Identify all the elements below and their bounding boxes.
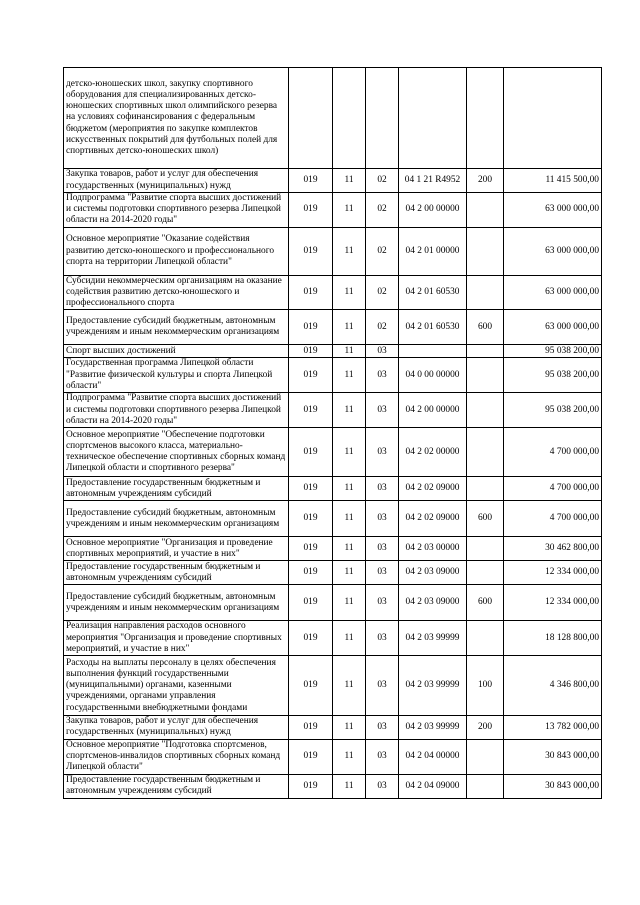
row-name-cell: Подпрограмма "Развитие спорта высших достижений и системы подготовки спортивного резерва Липецкой области на 2014-2020 годы" xyxy=(64,393,289,428)
row-rz-cell: 11 xyxy=(333,193,366,228)
row-pr-cell: 03 xyxy=(366,393,399,428)
row-name-cell: Предоставление субсидий бюджетным, автономным учреждениям и иным некоммерческим организациям xyxy=(64,585,289,621)
row-rz-cell: 11 xyxy=(333,739,366,774)
row-csr-cell xyxy=(399,68,467,169)
row-sum-cell: 18 128 800,00 xyxy=(504,621,602,656)
row-csr-cell: 04 0 00 00000 xyxy=(399,358,467,393)
row-name-cell: Предоставление государственным бюджетным и автономным учреждениям субсидий xyxy=(64,561,289,585)
row-vr-cell xyxy=(467,621,504,656)
row-ved-cell: 019 xyxy=(289,537,333,561)
row-sum-cell: 30 843 000,00 xyxy=(504,739,602,774)
row-rz-cell: 11 xyxy=(333,428,366,477)
row-ved-cell: 019 xyxy=(289,227,333,275)
row-sum-cell: 4 700 000,00 xyxy=(504,428,602,477)
row-vr-cell xyxy=(467,774,504,798)
row-rz-cell: 11 xyxy=(333,621,366,656)
row-ved-cell: 019 xyxy=(289,169,333,193)
row-sum-cell: 4 700 000,00 xyxy=(504,477,602,501)
row-name-cell: Предоставление государственным бюджетным и автономным учреждениям субсидий xyxy=(64,774,289,798)
row-pr-cell: 02 xyxy=(366,310,399,345)
row-ved-cell: 019 xyxy=(289,428,333,477)
row-name-cell: Реализация направления расходов основного мероприятия "Организация и проведение спортивных мероприятий, и участие в них" xyxy=(64,621,289,656)
table-row xyxy=(64,477,602,501)
row-vr-cell xyxy=(467,227,504,275)
row-pr-cell: 03 xyxy=(366,537,399,561)
budget-table-body xyxy=(64,68,602,799)
row-sum-cell: 4 700 000,00 xyxy=(504,501,602,537)
row-pr-cell: 02 xyxy=(366,275,399,310)
row-sum-cell: 63 000 000,00 xyxy=(504,310,602,345)
row-vr-cell xyxy=(467,561,504,585)
row-name-cell: Субсидии некоммерческим организациям на оказание содействия развитию детско-юношеского и профессионального спорта xyxy=(64,275,289,310)
row-rz-cell: 11 xyxy=(333,477,366,501)
row-ved-cell xyxy=(289,68,333,169)
row-csr-cell: 04 2 03 09000 xyxy=(399,585,467,621)
row-ved-cell: 019 xyxy=(289,656,333,716)
row-vr-cell: 200 xyxy=(467,169,504,193)
row-ved-cell: 019 xyxy=(289,561,333,585)
row-rz-cell: 11 xyxy=(333,501,366,537)
row-pr-cell: 03 xyxy=(366,656,399,716)
row-sum-cell: 30 843 000,00 xyxy=(504,774,602,798)
row-name-cell: Спорт высших достижений xyxy=(64,345,289,358)
row-ved-cell: 019 xyxy=(289,193,333,228)
row-name-cell: Государственная программа Липецкой области "Развитие физической культуры и спорта Липецкой области" xyxy=(64,358,289,393)
table-row xyxy=(64,193,602,228)
table-row xyxy=(64,275,602,310)
row-ved-cell: 019 xyxy=(289,621,333,656)
row-rz-cell: 11 xyxy=(333,169,366,193)
row-vr-cell xyxy=(467,477,504,501)
row-csr-cell: 04 2 00 00000 xyxy=(399,393,467,428)
row-pr-cell: 03 xyxy=(366,428,399,477)
table-row xyxy=(64,310,602,345)
row-pr-cell: 02 xyxy=(366,193,399,228)
row-csr-cell: 04 2 03 99999 xyxy=(399,716,467,739)
row-vr-cell xyxy=(467,428,504,477)
table-row xyxy=(64,358,602,393)
table-row xyxy=(64,537,602,561)
row-sum-cell: 12 334 000,00 xyxy=(504,561,602,585)
row-rz-cell: 11 xyxy=(333,716,366,739)
table-row xyxy=(64,428,602,477)
row-csr-cell: 04 2 03 09000 xyxy=(399,561,467,585)
row-pr-cell: 03 xyxy=(366,501,399,537)
table-row xyxy=(64,393,602,428)
row-rz-cell: 11 xyxy=(333,358,366,393)
row-pr-cell: 03 xyxy=(366,621,399,656)
row-vr-cell xyxy=(467,358,504,393)
row-csr-cell: 04 1 21 R4952 xyxy=(399,169,467,193)
row-pr-cell: 03 xyxy=(366,585,399,621)
row-name-cell: Основное мероприятие "Подготовка спортсменов, спортсменов-инвалидов спортивных сборных команд Липецкой области" xyxy=(64,739,289,774)
row-csr-cell: 04 2 01 60530 xyxy=(399,275,467,310)
row-pr-cell: 03 xyxy=(366,345,399,358)
table-row xyxy=(64,774,602,798)
table-row xyxy=(64,227,602,275)
row-name-cell: Предоставление государственным бюджетным и автономным учреждениям субсидий xyxy=(64,477,289,501)
table-row xyxy=(64,656,602,716)
row-pr-cell: 03 xyxy=(366,739,399,774)
row-sum-cell: 63 000 000,00 xyxy=(504,193,602,228)
table-row xyxy=(64,345,602,358)
row-sum-cell: 95 038 200,00 xyxy=(504,345,602,358)
row-rz-cell: 11 xyxy=(333,275,366,310)
row-ved-cell: 019 xyxy=(289,739,333,774)
row-name-cell: Предоставление субсидий бюджетным, автономным учреждениям и иным некоммерческим организациям xyxy=(64,310,289,345)
row-csr-cell: 04 2 03 00000 xyxy=(399,537,467,561)
row-rz-cell: 11 xyxy=(333,561,366,585)
row-csr-cell: 04 2 02 09000 xyxy=(399,501,467,537)
row-sum-cell: 95 038 200,00 xyxy=(504,393,602,428)
row-rz-cell: 11 xyxy=(333,345,366,358)
row-pr-cell: 03 xyxy=(366,716,399,739)
row-csr-cell: 04 2 03 99999 xyxy=(399,621,467,656)
row-sum-cell: 95 038 200,00 xyxy=(504,358,602,393)
row-ved-cell: 019 xyxy=(289,275,333,310)
row-vr-cell: 600 xyxy=(467,501,504,537)
row-vr-cell xyxy=(467,68,504,169)
row-pr-cell xyxy=(366,68,399,169)
row-pr-cell: 03 xyxy=(366,358,399,393)
row-csr-cell: 04 2 01 60530 xyxy=(399,310,467,345)
row-ved-cell: 019 xyxy=(289,716,333,739)
row-ved-cell: 019 xyxy=(289,501,333,537)
row-rz-cell: 11 xyxy=(333,537,366,561)
table-row xyxy=(64,501,602,537)
row-rz-cell: 11 xyxy=(333,774,366,798)
row-csr-cell: 04 2 00 00000 xyxy=(399,193,467,228)
table-row xyxy=(64,621,602,656)
row-sum-cell: 63 000 000,00 xyxy=(504,227,602,275)
row-csr-cell: 04 2 02 09000 xyxy=(399,477,467,501)
row-vr-cell xyxy=(467,537,504,561)
row-vr-cell xyxy=(467,275,504,310)
row-rz-cell: 11 xyxy=(333,393,366,428)
row-vr-cell: 600 xyxy=(467,310,504,345)
table-row xyxy=(64,716,602,739)
row-csr-cell: 04 2 01 00000 xyxy=(399,227,467,275)
row-csr-cell: 04 2 02 00000 xyxy=(399,428,467,477)
table-row xyxy=(64,169,602,193)
row-name-cell: Закупка товаров, работ и услуг для обеспечения государственных (муниципальных) нужд xyxy=(64,716,289,739)
row-sum-cell: 30 462 800,00 xyxy=(504,537,602,561)
row-rz-cell: 11 xyxy=(333,310,366,345)
row-sum-cell xyxy=(504,68,602,169)
row-rz-cell: 11 xyxy=(333,227,366,275)
row-name-cell: Подпрограмма "Развитие спорта высших достижений и системы подготовки спортивного резерва Липецкой области на 2014-2020 годы" xyxy=(64,193,289,228)
row-rz-cell: 11 xyxy=(333,656,366,716)
row-vr-cell xyxy=(467,393,504,428)
row-pr-cell: 03 xyxy=(366,477,399,501)
row-name-cell: Основное мероприятие "Организация и проведение спортивных мероприятий, и участие в них" xyxy=(64,537,289,561)
row-rz-cell xyxy=(333,68,366,169)
row-vr-cell xyxy=(467,193,504,228)
row-pr-cell: 03 xyxy=(366,774,399,798)
row-ved-cell: 019 xyxy=(289,393,333,428)
row-pr-cell: 03 xyxy=(366,561,399,585)
row-sum-cell: 12 334 000,00 xyxy=(504,585,602,621)
table-row xyxy=(64,585,602,621)
row-name-cell: детско-юношеских школ, закупку спортивного оборудования для специализированных детско-юношеских спортивных школ олимпийского резерва на условиях софинансирования с федеральным бюджетом (мероприятия по закупке комплектов искусственных покрытий для футбольных полей для спортивных детско-юношеских школ) xyxy=(64,68,289,169)
row-sum-cell: 13 782 000,00 xyxy=(504,716,602,739)
table-row xyxy=(64,739,602,774)
row-ved-cell: 019 xyxy=(289,774,333,798)
row-pr-cell: 02 xyxy=(366,227,399,275)
row-sum-cell: 4 346 800,00 xyxy=(504,656,602,716)
row-sum-cell: 63 000 000,00 xyxy=(504,275,602,310)
row-ved-cell: 019 xyxy=(289,358,333,393)
row-csr-cell: 04 2 03 99999 xyxy=(399,656,467,716)
row-vr-cell xyxy=(467,345,504,358)
row-csr-cell xyxy=(399,345,467,358)
row-vr-cell: 600 xyxy=(467,585,504,621)
row-csr-cell: 04 2 04 09000 xyxy=(399,774,467,798)
row-name-cell: Основное мероприятие "Оказание содействия развитию детско-юношеского и профессионального спорта на территории Липецкой области" xyxy=(64,227,289,275)
row-csr-cell: 04 2 04 00000 xyxy=(399,739,467,774)
row-vr-cell: 100 xyxy=(467,656,504,716)
row-ved-cell: 019 xyxy=(289,310,333,345)
row-sum-cell: 11 415 500,00 xyxy=(504,169,602,193)
row-name-cell: Расходы на выплаты персоналу в целях обеспечения выполнения функций государственными (муниципальными) органами, казенными учреждениями, органами управления государственными внебюджетными фондами xyxy=(64,656,289,716)
row-ved-cell: 019 xyxy=(289,585,333,621)
row-ved-cell: 019 xyxy=(289,477,333,501)
row-name-cell: Закупка товаров, работ и услуг для обеспечения государственных (муниципальных) нужд xyxy=(64,169,289,193)
row-name-cell: Предоставление субсидий бюджетным, автономным учреждениям и иным некоммерческим организациям xyxy=(64,501,289,537)
row-vr-cell xyxy=(467,739,504,774)
row-name-cell: Основное мероприятие "Обеспечение подготовки спортсменов высокого класса, материально-техническое обеспечение спортивных сборных команд Липецкой области и спортивного резерва" xyxy=(64,428,289,477)
table-row xyxy=(64,561,602,585)
row-pr-cell: 02 xyxy=(366,169,399,193)
row-rz-cell: 11 xyxy=(333,585,366,621)
row-ved-cell: 019 xyxy=(289,345,333,358)
budget-table xyxy=(63,67,602,799)
table-row xyxy=(64,68,602,169)
row-vr-cell: 200 xyxy=(467,716,504,739)
